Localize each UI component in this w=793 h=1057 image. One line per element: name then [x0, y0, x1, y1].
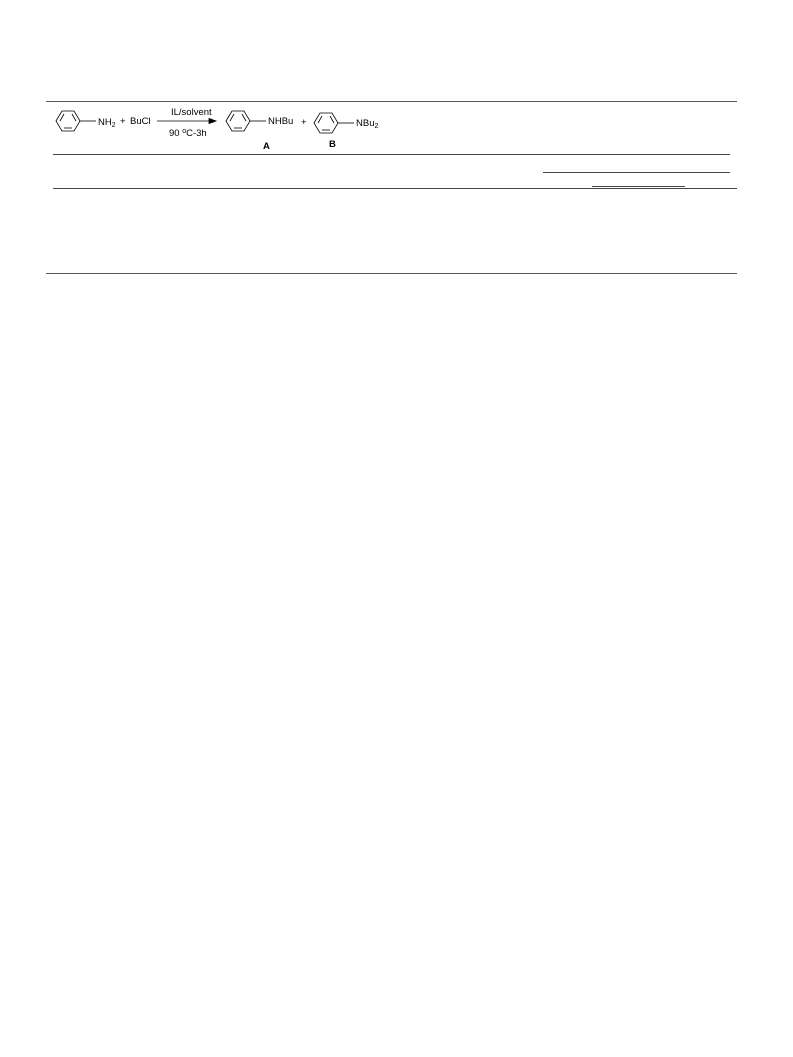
- compound-label-b: B: [329, 139, 336, 150]
- dibutylamine-text: NBu: [356, 118, 375, 129]
- amine-group-text: NH: [98, 117, 112, 128]
- reagent-butyl-chloride: BuCl: [130, 116, 151, 127]
- plus-sign-2: +: [301, 117, 307, 128]
- product-a-benzene-ring: [226, 111, 266, 131]
- table-bottom-rule: [46, 273, 737, 274]
- reaction-arrow: [157, 119, 216, 124]
- product-b-amine-label: [356, 118, 378, 130]
- arrow-condition-catalyst: IL/solvent: [171, 107, 212, 118]
- product-b-benzene-ring: [314, 113, 354, 133]
- arrow-condition-temperature: [169, 128, 207, 140]
- degree-symbol: o: [182, 128, 187, 135]
- aniline-amine-label: [98, 117, 116, 129]
- product-a-amine-label: NHBu: [268, 116, 294, 127]
- temperature-time-text: C-3h: [186, 128, 207, 139]
- reaction-scheme: [46, 100, 406, 156]
- dibutyl-subscript: 2: [374, 123, 379, 130]
- compound-label-a: A: [263, 141, 270, 152]
- column-group-rule-2: [592, 186, 685, 187]
- plus-sign-1: +: [120, 116, 126, 127]
- amine-subscript: 2: [111, 122, 116, 129]
- aniline-benzene-ring: [56, 111, 96, 131]
- temperature-value: 90: [169, 128, 180, 139]
- column-group-rule-1: [543, 172, 730, 173]
- table-body-rule: [53, 188, 737, 189]
